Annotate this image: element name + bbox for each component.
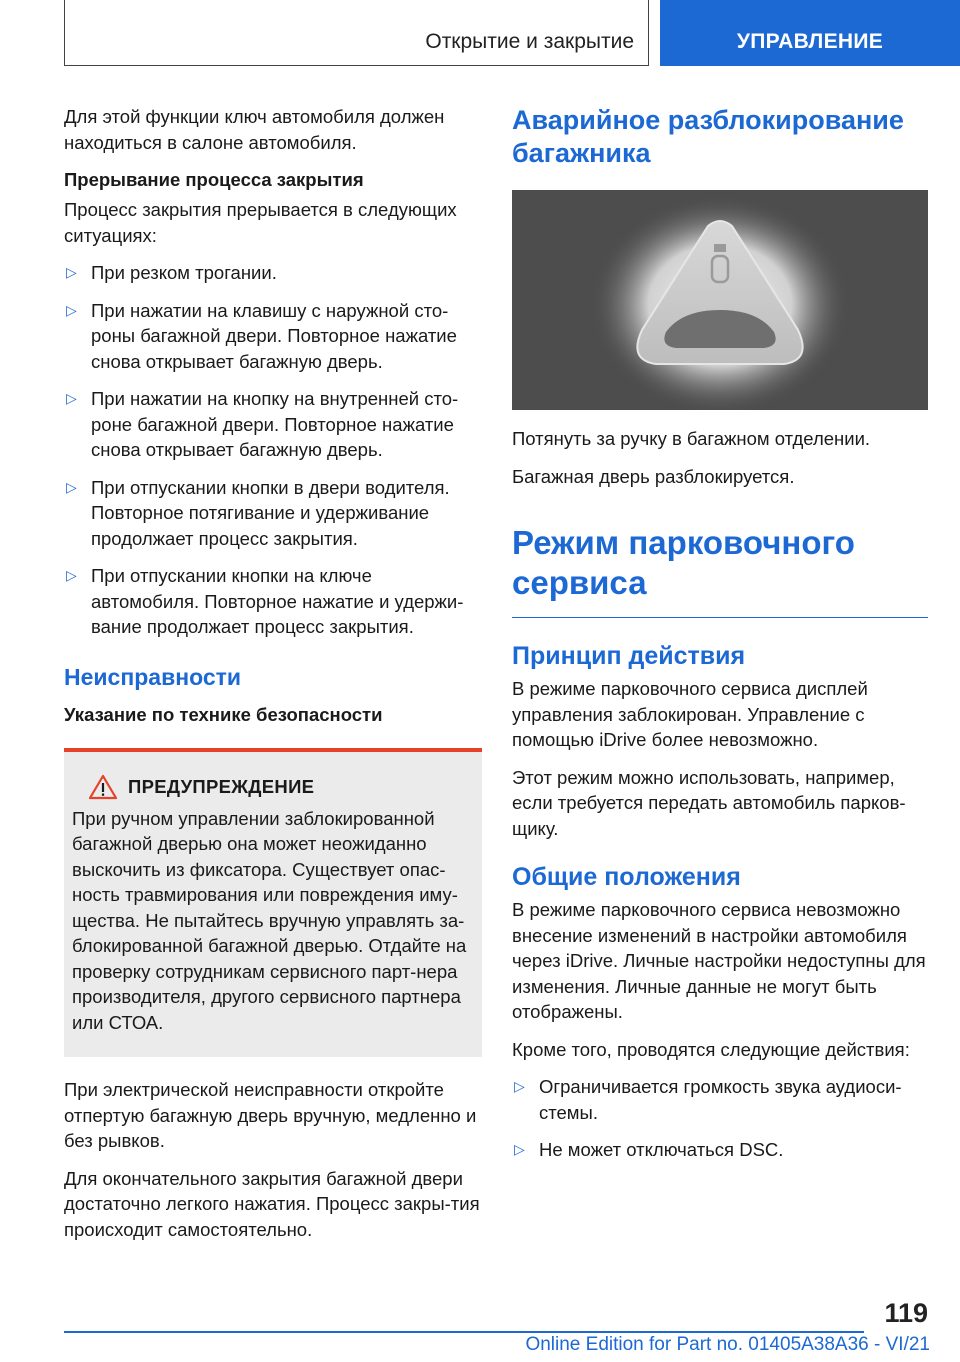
warning-text: При ручном управлении заблокированной багажной дверью она может неожиданно выскочить из фиксатора. Существует опас-ность травмирования или повреждения иму-щества. Не пытайтесь вручную управлять за-блокированной багажной дверью. Отдайте на проверку сотрудникам сервисного парт-нера производителя, другого сервисного партнера или СТОА. xyxy=(72,807,467,1033)
triangle-right-icon: ▷ xyxy=(66,264,77,280)
release-handle-illustration xyxy=(512,190,928,410)
malfunction-heading: Неисправности xyxy=(64,663,242,690)
triangle-right-icon: ▷ xyxy=(66,390,77,406)
emergency-handle-image xyxy=(512,190,928,410)
emergency-heading: Аварийное разблокирование багажника xyxy=(512,105,904,168)
list-item: ▷ При отпускании кнопки в двери водителя. Повторное потягивание и удерживание продолжает процесс закрытия. xyxy=(66,476,450,549)
list-item: ▷ При отпускании кнопки на ключе автомобиля. Повторное нажатие и удержи-вание продолжает процесс закрытия. xyxy=(66,565,464,637)
general-heading: Общие положения xyxy=(512,863,741,891)
warning-title: ПРЕДУПРЕЖДЕНИЕ xyxy=(128,775,315,797)
chapter-tab-label: УПРАВЛЕНИЕ xyxy=(736,30,884,53)
interrupt-list xyxy=(64,260,482,640)
triangle-right-icon: ▷ xyxy=(66,301,77,318)
intro-text: Для этой функции ключ автомобиля должен находиться в салоне автомобиля. xyxy=(64,106,445,153)
triangle-right-icon: ▷ xyxy=(514,1141,525,1157)
warning-box xyxy=(64,748,482,1058)
list-item: ▷ Не может отключаться DSC. xyxy=(512,1137,928,1163)
general-text: В режиме парковочного сервиса невозможно внесение изменений в настройки автомобиля через iDrive. Личные настройки недоступны для изменения. Личные данные не могут быть отображены. xyxy=(512,899,926,1022)
valet-mode-heading: Режим парковочного сервиса xyxy=(512,523,928,618)
right-column xyxy=(512,104,928,1175)
list-item: ▷ При нажатии на клавишу с наружной сто-роны багажной двери. Повторное нажатие снова открывает багажную дверь. xyxy=(66,299,457,372)
footer-divider xyxy=(64,1331,864,1333)
safety-heading: Указание по технике безопасности xyxy=(64,703,383,725)
interrupt-heading: Прерывание процесса закрытия xyxy=(64,169,364,190)
list-item: ▷ При нажатии на кнопку на внутренней сто-роне багажной двери. Повторное нажатие снова открывает багажную дверь. xyxy=(66,388,459,460)
triangle-right-icon: ▷ xyxy=(66,478,77,495)
final-close-text: Для окончательного закрытия багажной двери достаточно легкого нажатия. Процесс закры-тия происходит самостоятельно. xyxy=(64,1167,480,1240)
warning-triangle-icon xyxy=(88,774,118,800)
triangle-right-icon: ▷ xyxy=(66,567,77,583)
edition-text: Online Edition for Part no. 01405A38A36 - VI/21 xyxy=(525,1334,930,1355)
chapter-tab[interactable] xyxy=(660,0,960,66)
header-box xyxy=(64,0,649,66)
electric-fault-text: При электрической неисправности откройте отпертую багажную дверь вручную, медленно и без рывков. xyxy=(64,1079,477,1151)
page-number: 119 xyxy=(884,1298,928,1328)
left-column xyxy=(64,104,482,1254)
principle-text: В режиме парковочного сервиса дисплей управления заблокирован. Управление с помощью iDrive более невозможно. xyxy=(512,678,868,750)
principle-heading: Принцип действия xyxy=(512,642,746,670)
list-item: ▷ При резком трогании. xyxy=(64,260,482,286)
actions-text: Кроме того, проводятся следующие действия: xyxy=(512,1038,910,1060)
actions-list xyxy=(512,1074,928,1163)
warning-header xyxy=(72,774,474,800)
section-title: Открытие и закрытие xyxy=(425,30,634,53)
triangle-right-icon: ▷ xyxy=(514,1078,525,1094)
usage-text: Этот режим можно использовать, например, если требуется передать автомобиль парков-щику. xyxy=(512,766,906,839)
unlock-text: Багажная дверь разблокируется. xyxy=(512,465,795,487)
pull-handle-text: Потянуть за ручку в багажном отделении. xyxy=(512,428,871,449)
interrupt-text: Процесс закрытия прерывается в следующих ситуациях: xyxy=(64,199,457,246)
list-item: ▷ Ограничивается громкость звука аудиоси-стемы. xyxy=(514,1076,902,1123)
